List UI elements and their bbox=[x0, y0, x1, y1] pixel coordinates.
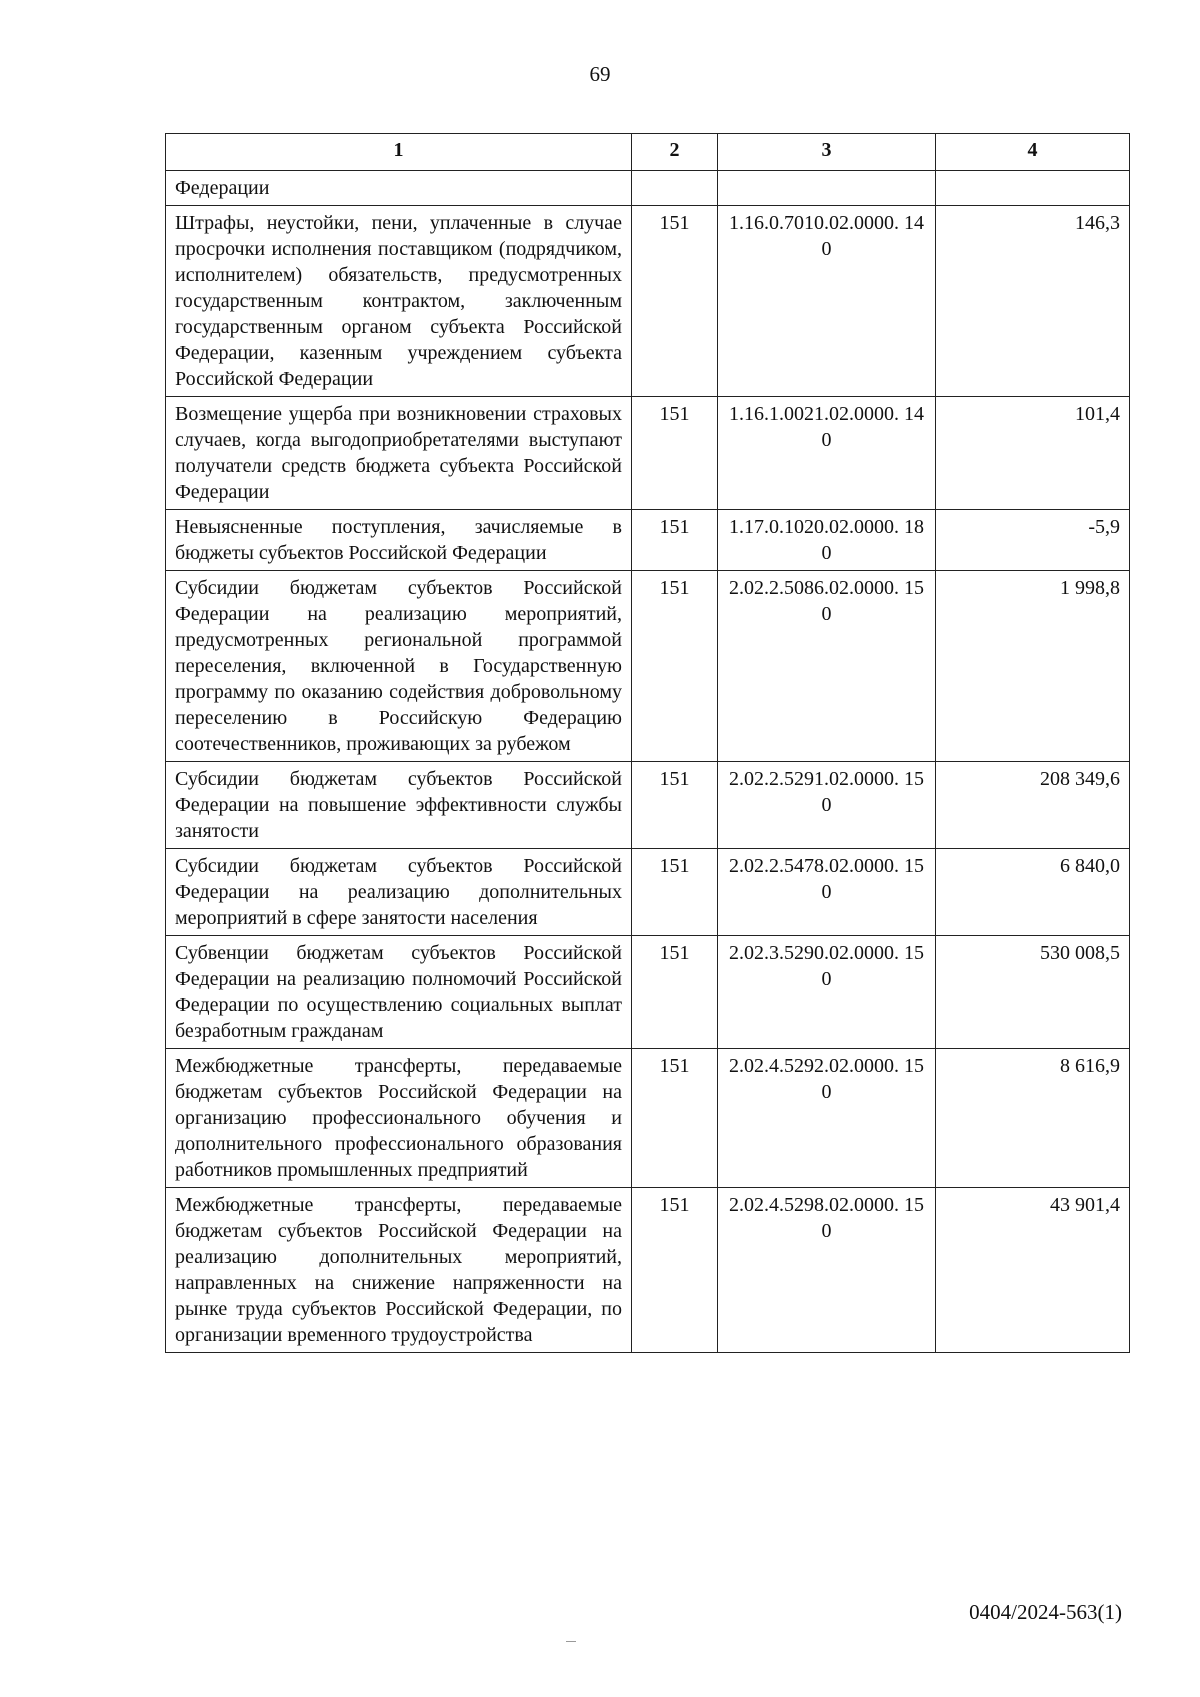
row-description: Субсидии бюджетам субъектов Российской Федерации на реализацию дополнительных мероприятий в сфере занятости населения bbox=[166, 849, 632, 936]
row-description: Субсидии бюджетам субъектов Российской Федерации на повышение эффективности службы занятости bbox=[166, 762, 632, 849]
row-admin-code: 151 bbox=[632, 936, 718, 1049]
row-description: Штрафы, неустойки, пени, уплаченные в случае просрочки исполнения поставщиком (подрядчиком, исполнителем) обязательств, предусмотренных государственным контрактом, заключенным государственным органом субъекта Российской Федерации, казенным учреждением субъекта Российской Федерации bbox=[166, 206, 632, 397]
row-amount: 208 349,6 bbox=[936, 762, 1130, 849]
table-row bbox=[166, 936, 1130, 1049]
row-admin-code: 151 bbox=[632, 1188, 718, 1353]
row-admin-code: 151 bbox=[632, 510, 718, 571]
row-budget-code: 2.02.4.5292.02.0000. 150 bbox=[718, 1049, 936, 1188]
row-admin-code: 151 bbox=[632, 849, 718, 936]
document-number: 0404/2024-563(1) bbox=[969, 1600, 1122, 1624]
table-row bbox=[166, 849, 1130, 936]
row-admin-code bbox=[632, 171, 718, 206]
row-budget-code: 2.02.2.5086.02.0000. 150 bbox=[718, 571, 936, 762]
row-budget-code: 1.16.1.0021.02.0000. 140 bbox=[718, 397, 936, 510]
row-admin-code: 151 bbox=[632, 397, 718, 510]
table-row bbox=[166, 1188, 1130, 1353]
column-header-4: 4 bbox=[936, 134, 1130, 171]
scan-artifact bbox=[566, 1641, 576, 1642]
table-row bbox=[166, 171, 1130, 206]
row-amount bbox=[936, 171, 1130, 206]
row-amount: 43 901,4 bbox=[936, 1188, 1130, 1353]
budget-table bbox=[165, 133, 1130, 1353]
row-budget-code: 2.02.4.5298.02.0000. 150 bbox=[718, 1188, 936, 1353]
table-row bbox=[166, 762, 1130, 849]
column-header-3: 3 bbox=[718, 134, 936, 171]
row-description: Субвенции бюджетам субъектов Российской Федерации на реализацию полномочий Российской Федерации по осуществлению социальных выплат безработным гражданам bbox=[166, 936, 632, 1049]
row-description: Субсидии бюджетам субъектов Российской Федерации на реализацию мероприятий, предусмотренных региональной программой переселения, включенной в Государственную программу по оказанию содействия добровольному переселению в Российскую Федерацию соотечественников, проживающих за рубежом bbox=[166, 571, 632, 762]
column-header-2: 2 bbox=[632, 134, 718, 171]
row-description: Федерации bbox=[166, 171, 632, 206]
row-admin-code: 151 bbox=[632, 762, 718, 849]
row-admin-code: 151 bbox=[632, 571, 718, 762]
row-budget-code: 1.17.0.1020.02.0000. 180 bbox=[718, 510, 936, 571]
row-budget-code: 1.16.0.7010.02.0000. 140 bbox=[718, 206, 936, 397]
row-amount: -5,9 bbox=[936, 510, 1130, 571]
row-budget-code: 2.02.2.5478.02.0000. 150 bbox=[718, 849, 936, 936]
table-body bbox=[166, 171, 1130, 1353]
row-description: Невыясненные поступления, зачисляемые в бюджеты субъектов Российской Федерации bbox=[166, 510, 632, 571]
table-row bbox=[166, 206, 1130, 397]
row-amount: 1 998,8 bbox=[936, 571, 1130, 762]
row-description: Межбюджетные трансферты, передаваемые бюджетам субъектов Российской Федерации на организацию профессионального обучения и дополнительного профессионального образования работников промышленных предприятий bbox=[166, 1049, 632, 1188]
table-header-row bbox=[166, 134, 1130, 171]
row-description: Межбюджетные трансферты, передаваемые бюджетам субъектов Российской Федерации на реализацию дополнительных мероприятий, направленных на снижение напряженности на рынке труда субъектов Российской Федерации, по организации временного трудоустройства bbox=[166, 1188, 632, 1353]
table-row bbox=[166, 397, 1130, 510]
row-budget-code: 2.02.2.5291.02.0000. 150 bbox=[718, 762, 936, 849]
table-row bbox=[166, 510, 1130, 571]
row-amount: 8 616,9 bbox=[936, 1049, 1130, 1188]
row-description: Возмещение ущерба при возникновении страховых случаев, когда выгодоприобретателями выступают получатели средств бюджета субъекта Российской Федерации bbox=[166, 397, 632, 510]
row-admin-code: 151 bbox=[632, 1049, 718, 1188]
row-amount: 6 840,0 bbox=[936, 849, 1130, 936]
table-row bbox=[166, 1049, 1130, 1188]
row-amount: 146,3 bbox=[936, 206, 1130, 397]
row-budget-code bbox=[718, 171, 936, 206]
row-amount: 530 008,5 bbox=[936, 936, 1130, 1049]
row-admin-code: 151 bbox=[632, 206, 718, 397]
page-number: 69 bbox=[589, 62, 611, 86]
row-amount: 101,4 bbox=[936, 397, 1130, 510]
row-budget-code: 2.02.3.5290.02.0000. 150 bbox=[718, 936, 936, 1049]
table-row bbox=[166, 571, 1130, 762]
column-header-1: 1 bbox=[166, 134, 632, 171]
